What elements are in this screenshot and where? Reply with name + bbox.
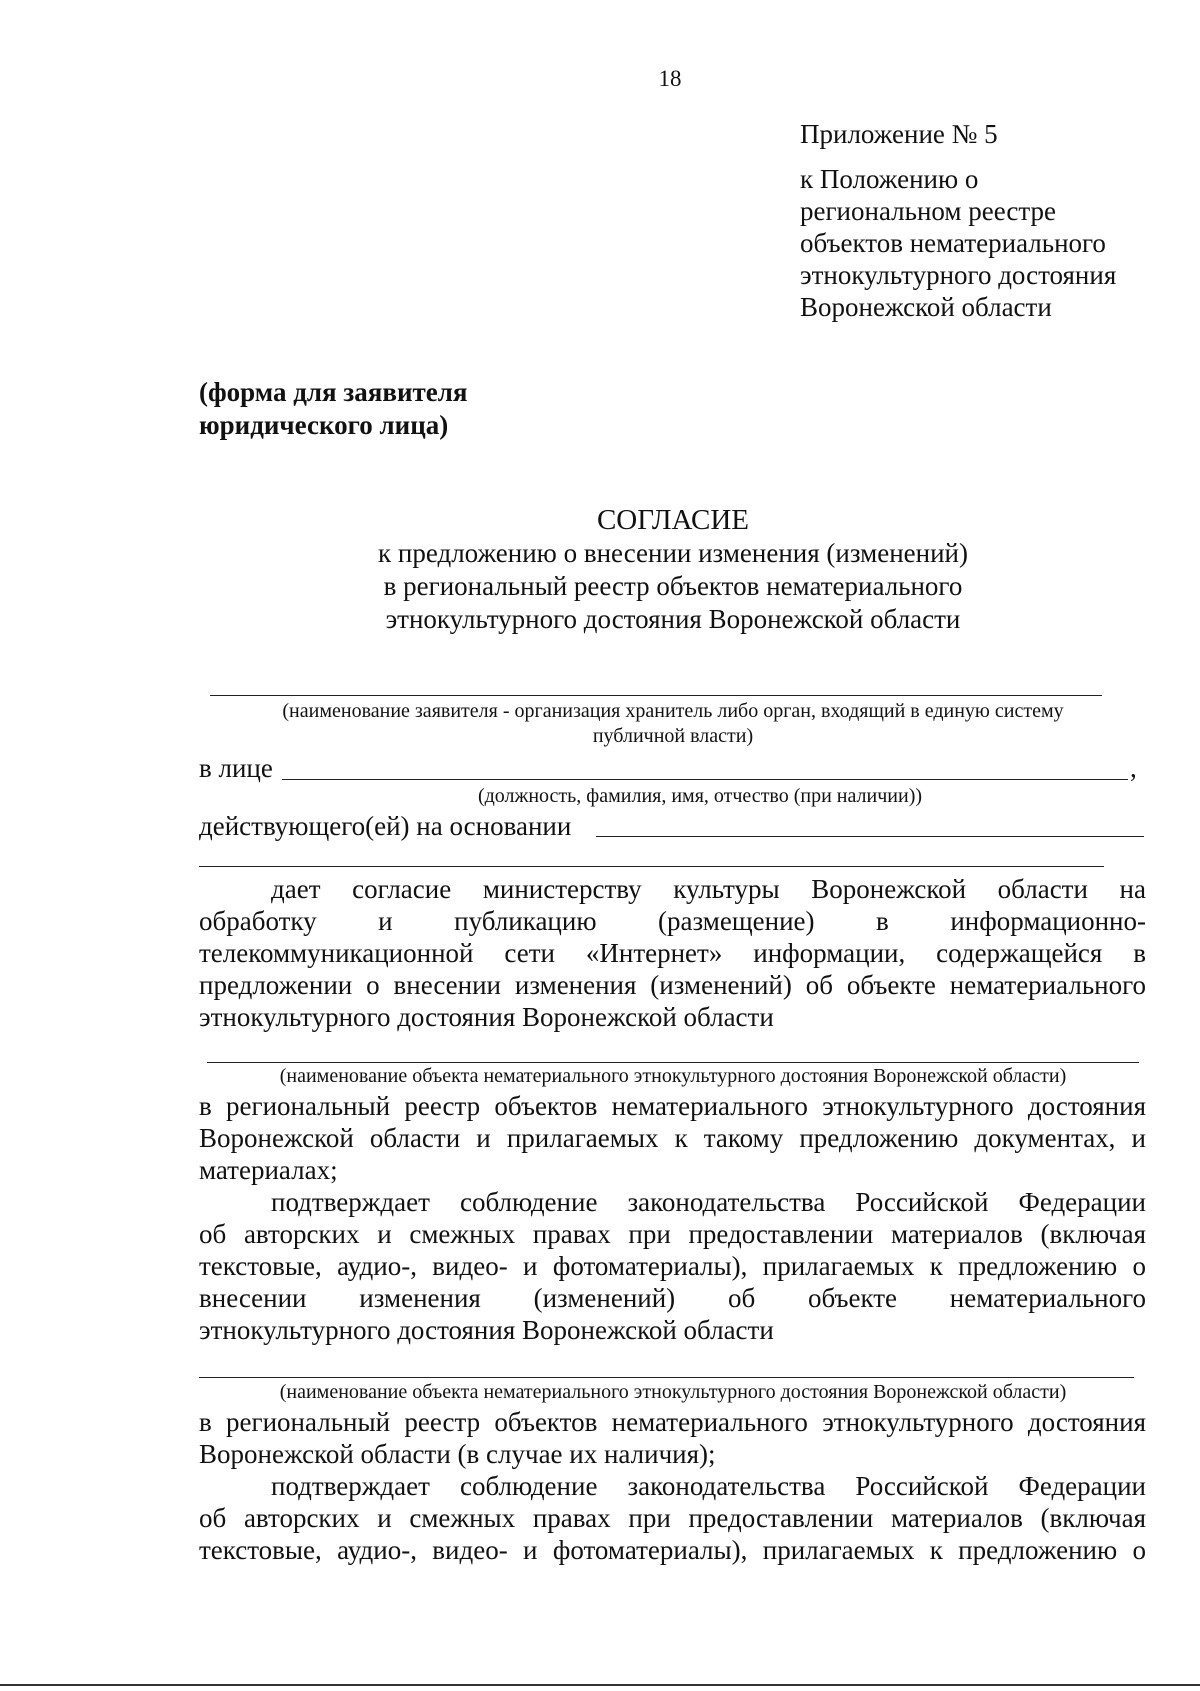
form-note-line: (форма для заявителя <box>199 377 468 407</box>
in-person-label: в лице <box>199 753 273 783</box>
paragraph-line: текстовые, аудио-, видео- и фотоматериалы), прилагаемых к предложению о <box>199 1251 1146 1281</box>
page-number: 18 <box>658 66 682 91</box>
subheading-line: этнокультурного достояния Воронежской области <box>385 604 961 634</box>
paragraph-line: подтверждает соблюдение законодательства Российской Федерации <box>271 1187 1146 1217</box>
caption-line: (наименование заявителя - организация хранитель либо орган, входящий в единую систему <box>282 700 1064 722</box>
copyright-paragraph-2 <box>199 1470 1146 1566</box>
caption-line: публичной власти) <box>592 725 754 747</box>
paragraph-line: этнокультурного достояния Воронежской области <box>199 1315 774 1345</box>
subheading-line: к предложению о внесении изменения (изменений) <box>378 538 968 568</box>
acting-label: действующего(ей) на основании <box>199 811 572 841</box>
paragraph-line: внесении изменения (изменений) об объекте нематериального <box>199 1283 1146 1313</box>
form-note <box>199 376 468 442</box>
paragraph-line: материалах; <box>199 1155 338 1185</box>
object-name-line-2 <box>199 1377 1134 1378</box>
in-person-line <box>282 779 1128 780</box>
document-heading: СОГЛАСИЕ <box>596 504 750 536</box>
caption-line: (наименование объекта нематериального этнокультурного достояния Воронежской области) <box>279 1065 1067 1087</box>
paragraph-line: этнокультурного достояния Воронежской области <box>199 1002 774 1032</box>
appendix-line: региональном реестре <box>800 196 1056 226</box>
object-caption-2 <box>199 1380 1147 1405</box>
paragraph-line: телекоммуникационной сети «Интернет» информации, содержащейся в <box>199 938 1146 968</box>
page-edge-line <box>0 1684 1200 1686</box>
paragraph-line: об авторских и смежных правах при предоставлении материалов (включая <box>199 1219 1146 1249</box>
appendix-line: объектов нематериального <box>800 228 1106 258</box>
paragraph-line: об авторских и смежных правах при предоставлении материалов (включая <box>199 1503 1146 1533</box>
copyright-paragraph <box>199 1186 1146 1346</box>
appendix-block <box>800 118 1180 323</box>
form-note-line: юридического лица) <box>199 410 449 440</box>
paragraph-line: текстовые, аудио-, видео- и фотоматериалы), прилагаемых к предложению о <box>199 1535 1146 1565</box>
caption-line: (должность, фамилия, имя, отчество (при наличии)) <box>477 785 923 807</box>
object-caption <box>199 1064 1147 1089</box>
paragraph-line: Воронежской области и прилагаемых к такому предложению документах, и <box>199 1123 1146 1153</box>
registry-paragraph-2 <box>199 1406 1146 1470</box>
consent-paragraph <box>199 873 1146 1033</box>
position-caption <box>420 784 980 809</box>
registry-paragraph <box>199 1090 1146 1186</box>
document-subheading <box>199 537 1147 636</box>
paragraph-line: в региональный реестр объектов нематериального этнокультурного достояния <box>199 1091 1146 1121</box>
appendix-line: этнокультурного достояния <box>800 260 1117 290</box>
paragraph-line: в региональный реестр объектов нематериального этнокультурного достояния <box>199 1407 1146 1437</box>
paragraph-line: предложении о внесении изменения (изменений) об объекте нематериального <box>199 970 1146 1000</box>
paragraph-line: Воронежской области (в случае их наличия); <box>199 1439 716 1469</box>
subheading-line: в региональный реестр объектов нематериального <box>383 571 963 601</box>
paragraph-line: обработку и публикацию (размещение) в информационно- <box>199 906 1146 936</box>
object-name-line <box>207 1062 1139 1063</box>
paragraph-line: подтверждает соблюдение законодательства Российской Федерации <box>271 1471 1146 1501</box>
paragraph-line: дает согласие министерству культуры Воронежской области на <box>271 874 1146 904</box>
caption-line: (наименование объекта нематериального этнокультурного достояния Воронежской области) <box>279 1381 1067 1403</box>
appendix-title: Приложение № 5 <box>800 119 998 149</box>
appendix-line: Воронежской области <box>800 292 1052 322</box>
applicant-name-line <box>210 695 1102 696</box>
appendix-line: к Положению о <box>800 164 979 194</box>
comma: , <box>1130 753 1137 783</box>
acting-basis-line <box>596 836 1144 837</box>
applicant-caption <box>199 699 1147 749</box>
acting-basis-line-2 <box>199 866 1104 867</box>
